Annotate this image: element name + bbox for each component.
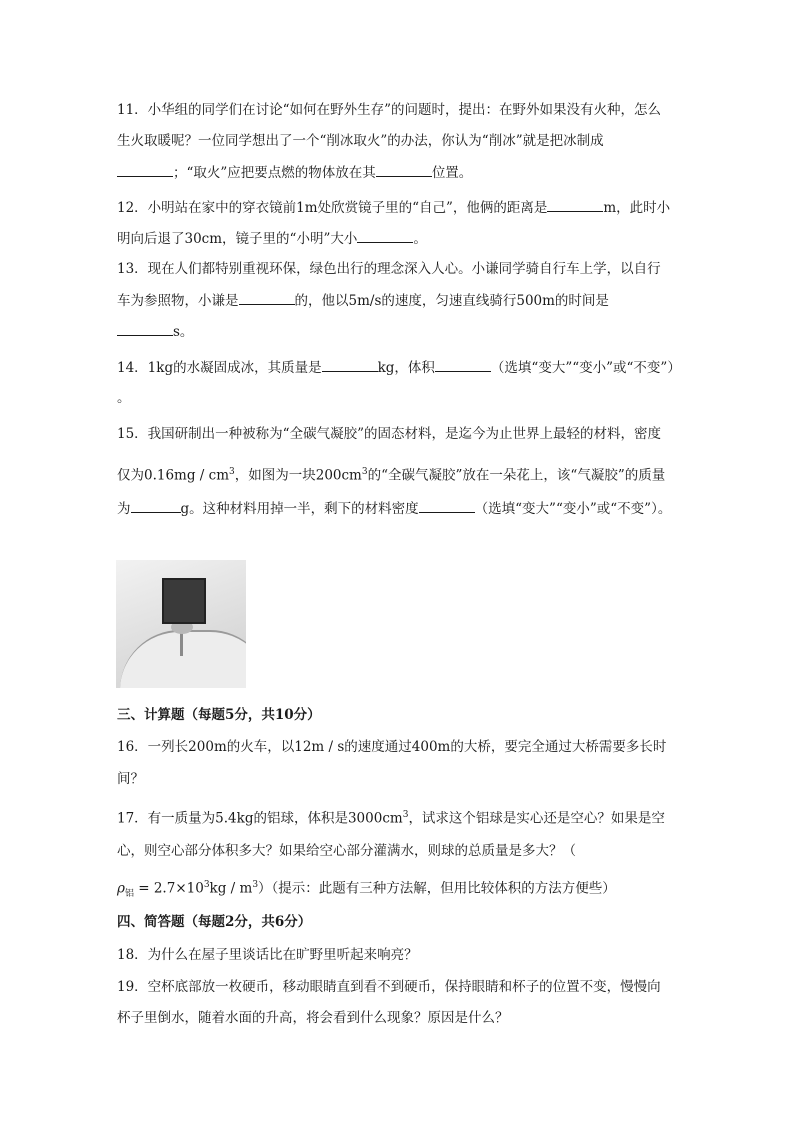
q15-text: 仅为0.16mg / cm bbox=[117, 467, 229, 484]
q14-text: 14．1kg的水凝固成冰，其质量是 bbox=[117, 360, 322, 376]
answer-blank[interactable] bbox=[547, 197, 603, 212]
aerogel-on-flower-photo bbox=[116, 560, 246, 688]
q12-text: 。 bbox=[413, 231, 427, 247]
q11-line2: 生火取暖呢？一位同学想出了一个“削冰取火”的办法，你认为“削冰”就是把冰制成 bbox=[117, 133, 604, 149]
answer-blank[interactable] bbox=[322, 357, 378, 372]
q15-text: ，如图为一块200cm bbox=[234, 467, 362, 484]
q13-line1: 13．现在人们都特别重视环保，绿色出行的理念深入人心。小谦同学骑自行车上学，以自行 bbox=[117, 261, 661, 277]
q11-line1: 11．小华组的同学们在讨论“如何在野外生存”的问题时，提出：在野外如果没有火种，怎么 bbox=[117, 102, 661, 118]
q13-text: 车为参照物，小谦是 bbox=[117, 293, 239, 309]
answer-blank[interactable] bbox=[357, 228, 413, 243]
superscript: 3 bbox=[203, 880, 210, 890]
answer-blank[interactable] bbox=[131, 498, 181, 513]
superscript: 3 bbox=[229, 467, 235, 477]
q13-line3 bbox=[117, 321, 193, 342]
q14-line2: 。 bbox=[117, 390, 131, 406]
q17-text: ，试求这个铝球是实心还是空心？如果是空 bbox=[408, 810, 665, 827]
aerogel-block bbox=[162, 578, 206, 624]
q17-line2: 心，则空心部分体积多大？如果给空心部分灌满水，则球的总质量是多大？（ bbox=[117, 843, 576, 859]
q15-line1: 15．我国研制出一种被称为“全碳气凝胶”的固态材料，是迄今为止世界上最轻的材料，密度 bbox=[117, 426, 661, 442]
q19-line2: 杯子里倒水，随着水面的升高，将会看到什么现象？原因是什么？ bbox=[117, 1010, 509, 1026]
q12-text: m，此时小 bbox=[603, 200, 671, 216]
q14-line1 bbox=[117, 357, 681, 378]
superscript: 3 bbox=[252, 880, 259, 890]
q12-text: 12．小明站在家中的穿衣镜前1m处欣赏镜子里的“自己”，他俩的距离是 bbox=[117, 200, 548, 216]
q11-text: ；“取火”应把要点燃的物体放在其 bbox=[173, 165, 376, 181]
q14-text: kg，体积 bbox=[377, 360, 435, 376]
q16-line1: 16．一列长200m的火车，以12m / s的速度通过400m的大桥，要完全通过大桥需要多长时 bbox=[117, 739, 667, 755]
q15-text: 为 bbox=[117, 501, 131, 517]
q17-text: = 2.7×10 bbox=[133, 880, 204, 897]
q19-line1: 19．空杯底部放一枚硬币，移动眼睛直到看不到硬币，保持眼睛和杯子的位置不变，慢慢向 bbox=[117, 979, 661, 995]
q12-text: 明向后退了30cm，镜子里的“小明”大小 bbox=[117, 231, 358, 247]
section-heading-calculation: 三、计算题（每题5分，共10分） bbox=[117, 707, 321, 723]
q15-text: 的“全碳气凝胶”放在一朵花上，该“气凝胶”的质量 bbox=[367, 467, 666, 484]
q15-text: （选填“变大”“变小”或“不变”）。 bbox=[474, 501, 672, 517]
q17-line1 bbox=[117, 805, 665, 829]
q13-line2 bbox=[117, 290, 609, 311]
subscript: 铝 bbox=[124, 889, 134, 900]
answer-blank[interactable] bbox=[117, 321, 173, 336]
answer-blank[interactable] bbox=[117, 162, 173, 177]
q11-text: 位置。 bbox=[431, 165, 473, 181]
q15-text: g。这种材料用掉一半，剩下的材料密度 bbox=[180, 501, 419, 517]
q17-line3 bbox=[117, 875, 616, 904]
q15-line3 bbox=[117, 498, 671, 519]
q17-text: 17．有一质量为5.4kg的铝球，体积是3000cm bbox=[117, 810, 403, 827]
q18-line1: 18．为什么在屋子里谈话比在旷野里听起来响亮？ bbox=[117, 947, 418, 963]
answer-blank[interactable] bbox=[435, 357, 491, 372]
q11-line3 bbox=[117, 162, 472, 183]
q13-text: 的，他以5m/s的速度，匀速直线骑行500m的时间是 bbox=[294, 293, 609, 309]
answer-blank[interactable] bbox=[376, 162, 432, 177]
q13-text: s。 bbox=[173, 324, 194, 340]
answer-blank[interactable] bbox=[419, 498, 475, 513]
q17-text: kg / m bbox=[209, 880, 253, 897]
rho-symbol: ρ bbox=[117, 880, 125, 897]
section-heading-short-answer: 四、简答题（每题2分，共6分） bbox=[117, 914, 312, 930]
superscript: 3 bbox=[361, 467, 368, 477]
superscript: 3 bbox=[402, 810, 409, 820]
q16-line2: 间？ bbox=[117, 771, 144, 787]
q12-line1 bbox=[117, 197, 670, 218]
q12-line2 bbox=[117, 228, 427, 249]
q14-text: （选填“变大”“变小”或“不变”） bbox=[490, 360, 681, 376]
q15-line2 bbox=[117, 462, 665, 486]
q17-text: ）（提示：此题有三种方法解，但用比较体积的方法方便些） bbox=[258, 880, 616, 897]
answer-blank[interactable] bbox=[239, 290, 295, 305]
